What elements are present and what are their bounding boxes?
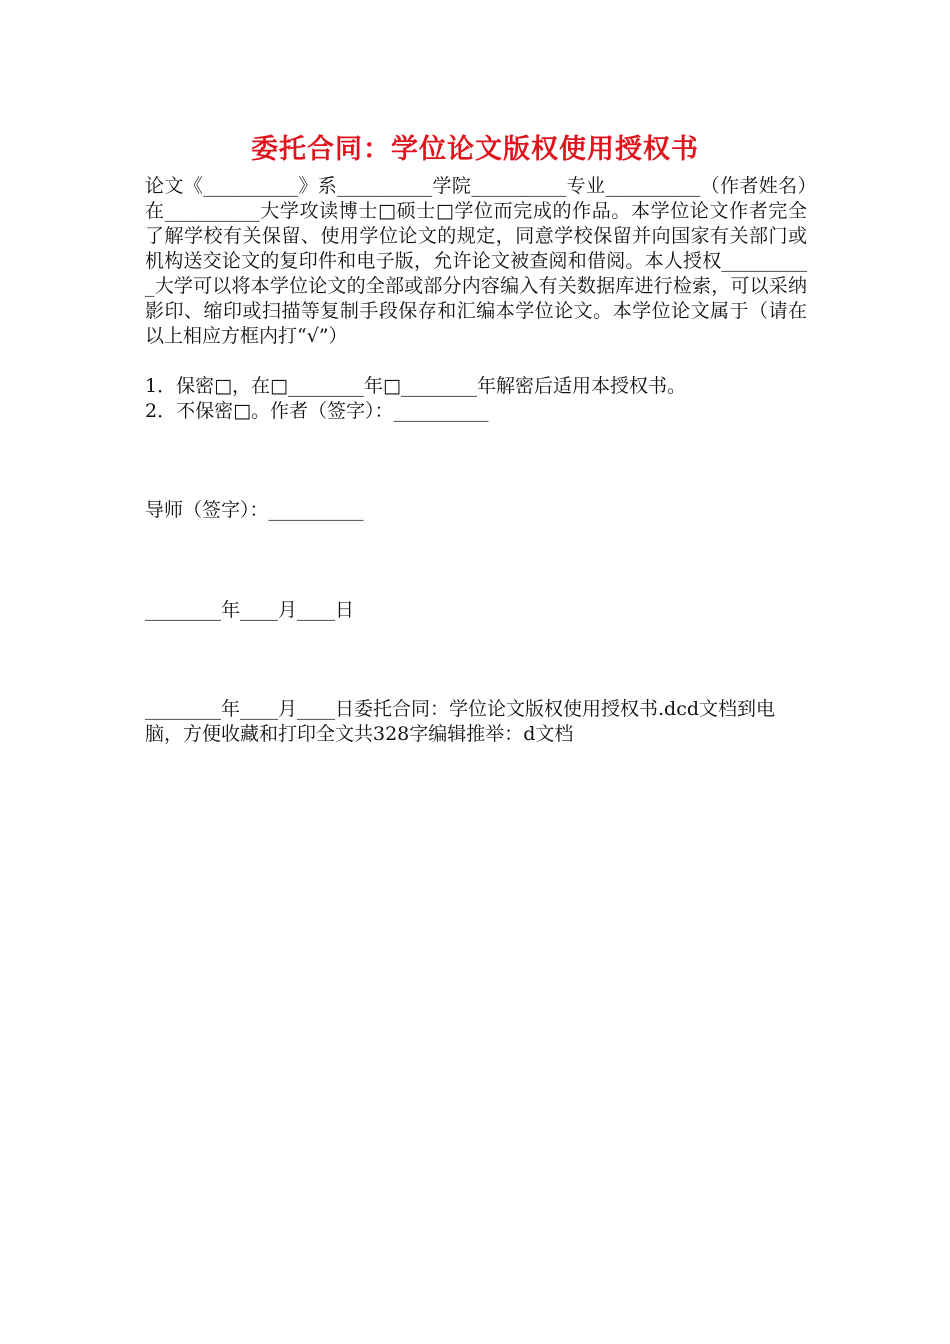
intro-paragraph: 论文《__________》系__________学院__________专业__________（作者姓名）在__________大学攻读博士□硕士□学位而完成的作品。本学位论文作者完全了解学校有关保留、使用学位论文的规定，同意学校保留并向国家有关部门或机构送交论文的复印件和电子版，允许论文被查阅和借阅。本人授权__________大学可以将本学位论文的全部或部分内容编入有关数据库进行检索，可以采纳影印、缩印或扫描等复制手段保存和汇编本学位论文。本学位论文属于（请在以上相应方框内打“√”） [145, 175, 807, 347]
footer-text: ________年____月____日委托合同：学位论文版权使用授权书.dcd文档到电脑，方便收藏和打印全文共328字编辑推举：d文档 [145, 698, 776, 745]
advisor-signature: 导师（签字）：__________ [145, 499, 364, 521]
date-line: ________年____月____日 [145, 599, 355, 621]
document-title: 委托合同：学位论文版权使用授权书 [251, 134, 699, 165]
item-confidential: 1．保密□，在□________年□________年解密后适用本授权书。 [145, 375, 686, 397]
item-not-confidential: 2．不保密□。作者（签字）：__________ [145, 400, 489, 422]
